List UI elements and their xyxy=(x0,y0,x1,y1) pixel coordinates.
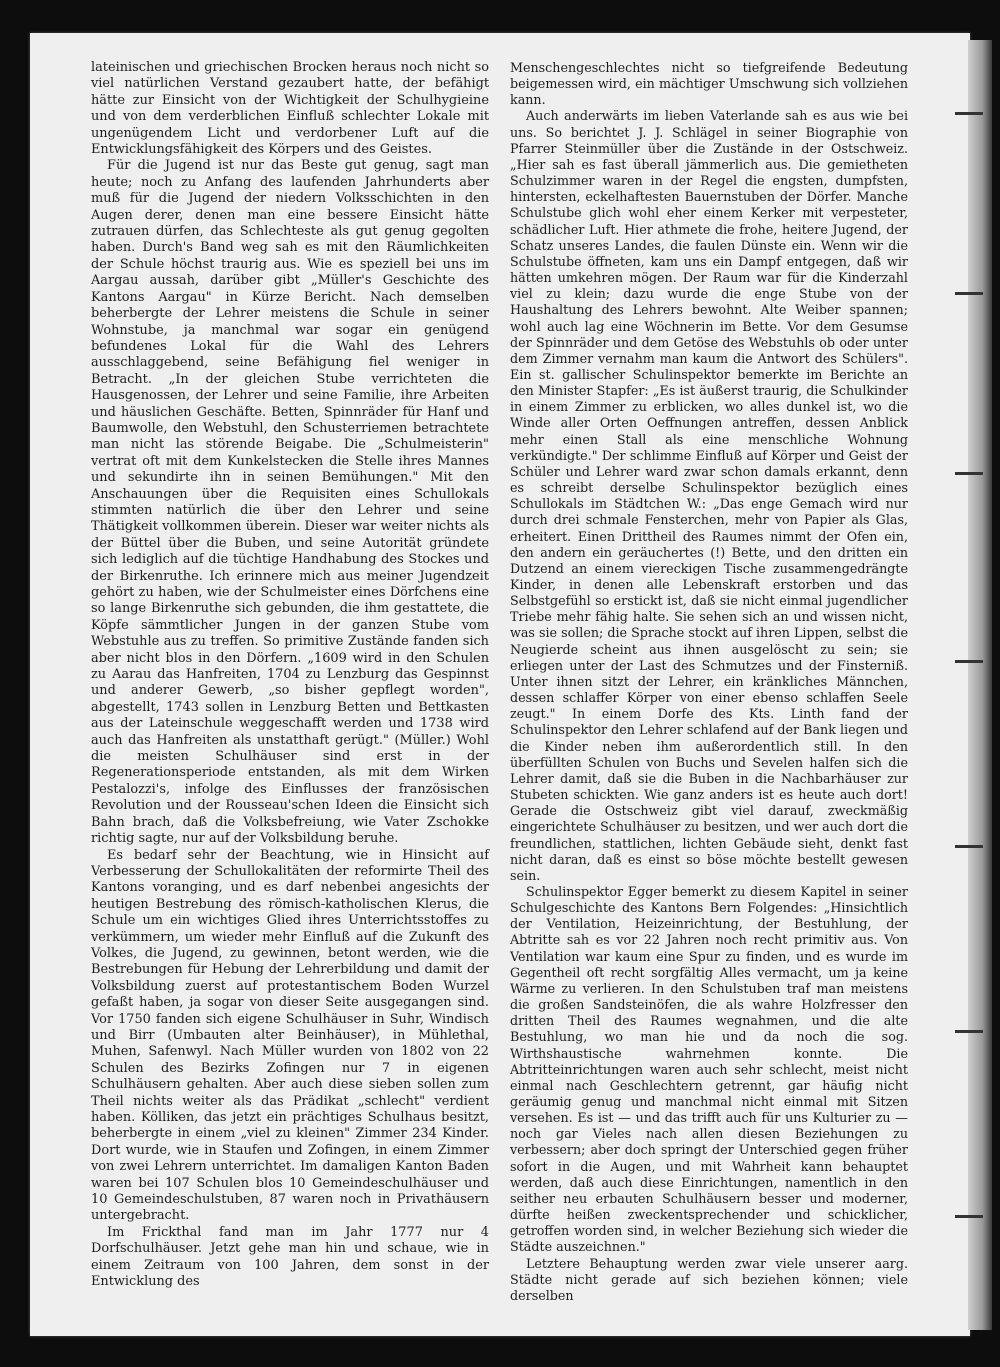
paragraph: Schulinspektor Egger bemerkt zu diesem Kapitel in seiner Schulgeschichte des Kantons Bern Folgendes: „Hinsichtlich der Ventilation, Heizeinrichtung, der Bestuhlung, der Abtritte sah es vor 22 Jahren noch recht primitiv aus. Von Ventilation war kaum eine Spur zu finden, und es wurde im Gegentheil oft recht sorgfältig Alles vermacht, um ja keine Wärme zu verlieren. In den Schulstuben traf man meistens die großen Sandsteinöfen, die als wahre Holzfresser den dritten Theil des Raumes wegnahmen, und die alte Bestuhlung, wo man hie und da noch die sog. Wirthshaustische wahrnehmen konnte. Die Abtritteinrichtungen waren auch sehr schlecht, meist nicht einmal nach Geschlechtern getrennt, gar häufig nicht geräumig genug und manchmal nicht einmal mit Sitzen versehen. Es ist — und das trifft auch für uns Kulturier zu — noch gar Vieles nach allen diesen Beziehungen zu verbessern; aber doch springt der Unterschied gegen früher sofort in die Augen, und mit Wahrheit kann behauptet werden, daß auch diese Einrichtungen, namentlich in den seither neu erbauten Schulhäusern besser und moderner, dürfte heißen zweckentsprechender und schicklicher, getroffen worden sind, in welcher Beziehung sich wieder die Städte auszeichnen." xyxy=(510,883,908,1255)
page-edge-shadow xyxy=(968,40,992,1330)
binding-mark xyxy=(955,1215,983,1218)
binding-mark xyxy=(955,660,983,663)
paragraph: Letztere Behauptung werden zwar viele unserer aarg. Städte nicht gerade auf sich beziehen können; viele derselben xyxy=(510,1255,908,1303)
paragraph: Für die Jugend ist nur das Beste gut genug, sagt man heute; noch zu Anfang des laufenden Jahrhunderts aber muß für die Jugend der niedern Volksschichten in den Augen derer, denen man eine bessere Einsicht hätte zutrauen dürfen, das Schlechteste als gut genug gegolten haben. Durch's Band weg sah es mit den Räumlichkeiten der Schule höchst traurig aus. Wie es speziell bei uns im Aargau aussah, darüber gibt „Müller's Geschichte des Kantons Aargau" in Kürze Bericht. Nach demselben beherbergte der Lehrer meistens die Schule in seiner Wohnstube, ja manchmal war sogar ein genügend befundenes Lokal für die Wahl des Lehrers ausschlaggebend, seine Befähigung fiel weniger in Betracht. „In der gleichen Stube verrichteten die Hausgenossen, der Lehrer und seine Familie, ihre Arbeiten und häuslichen Geschäfte. Betten, Spinnräder für Hanf und Baumwolle, den Webstuhl, den Schusterriemen betrachtete man nicht las störende Beigabe. Die „Schulmeisterin" vertrat oft mit dem Kunkelstecken die Stelle ihres Mannes und sekundirte ihn in seinen Bemühungen." Mit den Anschauungen über die Requisiten eines Schullokals stimmten natürlich die über den Lehrer und seine Thätigkeit vollkommen überein. Dieser war weiter nichts als der Büttel über die Buben, und seine Autorität gründete sich lediglich auf die tüchtige Handhabung des Stockes und der Birkenruthe. Ich erinnere mich aus meiner Jugendzeit gehört zu haben, wie der Schulmeister eines Dörfchens eine so lange Birkenruthe sich gebunden, die ihm gestattete, die Köpfe sämmtlicher Jungen in der ganzen Stube vom Webstuhle aus zu treffen. So primitive Zustände fanden sich aber nicht blos in den Dörfern. „1609 wird in den Schulen zu Aarau das Hanfreiten, 1704 zu Lenzburg das Gespinnst und anderer Gewerb, „so bisher gepflegt worden", abgestellt, 1743 sollen in Lenzburg Betten und Bettkasten aus der Lateinschule weggeschafft werden und 1738 wird auch das Hanfreiten als unstatthaft gerügt." (Müller.) Wohl die meisten Schulhäuser sind erst in der Regenerationsperiode entstanden, als mit dem Wirken Pestalozzi's, infolge des Einflusses der französischen Revolution und der Rousseau'schen Ideen die Einsicht sich Bahn brach, daß die Volksbefreiung, wie Vater Zschokke richtig sagte, nur auf der Volksbildung beruhe. xyxy=(91,158,489,847)
binding-mark xyxy=(955,845,983,848)
binding-mark xyxy=(955,1030,983,1033)
binding-mark xyxy=(955,472,983,475)
paragraph: Menschengeschlechtes nicht so tiefgreifende Bedeutung beigemessen wird, ein mächtiger Umschwung sich vollziehen kann. xyxy=(510,60,908,108)
left-column xyxy=(91,60,489,1290)
paragraph: Es bedarf sehr der Beachtung, wie in Hinsicht auf Verbesserung der Schullokalitäten der reformirte Theil des Kantons voranging, und es darf nebenbei angesichts der heutigen Bestrebung des römisch-katholischen Klerus, die Schule um ein wichtiges Glied ihres Unterrichtsstoffes zu verkümmern, um wieder mehr Einfluß auf die Zukunft des Volkes, die Jugend, zu gewinnen, betont werden, wie die Bestrebungen für Hebung der Lehrerbildung und damit der Volksbildung zuerst auf protestantischem Boden Wurzel gefaßt haben, ja sogar von dieser Seite ausgegangen sind. Vor 1750 fanden sich eigene Schulhäuser in Suhr, Windisch und Birr (Umbauten alter Beinhäuser), in Mühlethal, Muhen, Safenwyl. Nach Müller wurden von 1802 von 22 Schulen des Bezirks Zofingen nur 7 in eigenen Schulhäusern gehalten. Aber auch diese sieben sollen zum Theil nichts weiter als das Prädikat „schlecht" verdient haben. Kölliken, das jetzt ein prächtiges Schulhaus besitzt, beherbergte in einem „viel zu kleinen" Zimmer 234 Kinder. Dort wurde, wie in Staufen und Zofingen, in einem Zimmer von zwei Lehrern unterrichtet. Im damaligen Kanton Baden waren bei 107 Schulen blos 10 Gemeindeschulhäuser und 10 Gemeindeschulstuben, 87 waren noch in Privathäusern untergebracht. xyxy=(91,847,489,1224)
binding-mark xyxy=(955,292,983,295)
paragraph: Im Frickthal fand man im Jahr 1777 nur 4 Dorfschulhäuser. Jetzt gehe man hin und schaue, wie in einem Zeitraum von 100 Jahren, dem sonst in der Entwicklung des xyxy=(91,1224,489,1290)
binding-mark xyxy=(955,112,983,115)
right-column xyxy=(510,60,908,1304)
paragraph: Auch anderwärts im lieben Vaterlande sah es aus wie bei uns. So berichtet J. J. Schlägel in seiner Biographie von Pfarrer Steinmüller über die Zustände in der Ostschweiz. „Hier sah es fast überall jämmerlich aus. Die gemietheten Schulzimmer waren in der Regel die engsten, dumpfsten, hintersten, eckelhaftesten Bauernstuben der Dörfer. Manche Schulstube glich wohl eher einem Kerker mit verpesteter, schädlicher Luft. Hier athmete die frohe, heitere Jugend, der Schatz unseres Landes, die faulen Dünste ein. Wenn wir die Schulstube öffneten, kam uns ein Dampf entgegen, daß wir hätten umkehren mögen. Der Raum war für die Kinderzahl viel zu klein; dazu wurde die enge Stube von der Haushaltung des Lehrers bewohnt. Alte Weiber spannen; wohl auch lag eine Wöchnerin im Bette. Vor dem Gesumse der Spinnräder und dem Getöse des Webstuhls ob oder unter dem Zimmer vernahm man kaum die Antwort des Schülers". Ein st. gallischer Schulinspektor bemerkte im Berichte an den Minister Stapfer: „Es ist äußerst traurig, die Schulkinder in einem Zimmer zu erblicken, wo alles dunkel ist, wo die Winde aller Orten Oeffnungen antreffen, dessen Anblick mehr einen Stall als eine menschliche Wohnung verkündigte." Der schlimme Einfluß auf Körper und Geist der Schüler und Lehrer ward zwar schon damals erkannt, denn es schreibt derselbe Schulinspektor bezüglich eines Schullokals im Städtchen W.: „Das enge Gemach wird nur durch drei schmale Fensterchen, mehr von Papier als Glas, erheitert. Einen Drittheil des Raumes nimmt der Ofen ein, den andern ein geräuchertes (!) Bette, und den dritten ein Dutzend an einem viereckigen Tische zusammengedrängte Kinder, in denen alle Lebenskraft erstorben und das Selbstgefühl so erstickt ist, daß sie nicht einmal jugendlicher Triebe mehr fähig halte. Sie sehen sich an und wissen nicht, was sie sollen; die Sprache stockt auf ihren Lippen, selbst die Neugierde scheint aus ihnen ausgelöscht zu sein; sie erliegen unter der Last des Schmutzes und der Finsterniß. Unter ihnen sitzt der Lehrer, ein kränkliches Männchen, dessen schlaffer Körper von einer ebenso schlaffen Seele zeugt." In einem Dorfe des Kts. Linth fand der Schulinspektor den Lehrer schlafend auf der Bank liegen und die Kinder neben ihm außerordentlich still. In den überfüllten Schulen von Buchs und Sevelen halfen sich die Lehrer damit, daß sie die Buben in die Nachbarhäuser zur Stubeten schickten. Wie ganz anders ist es heute auch dort! Gerade die Ostschweiz gibt viel darauf, zweckmäßig eingerichtete Schulhäuser zu besitzen, und wer auch dort die freundlichen, stattlichen, lichten Gebäude sieht, denkt fast nicht daran, daß es einst so böse möchte bestellt gewesen sein. xyxy=(510,108,908,883)
paragraph: lateinischen und griechischen Brocken heraus noch nicht so viel natürlichen Verstand gezaubert hatte, der befähigt hätte zur Einsicht von der Wichtigkeit der Schulhygieine und von dem verderblichen Einfluß schlechter Lokale mit ungenügendem Licht und verdorbener Luft auf die Entwicklungsfähigkeit des Körpers und des Geistes. xyxy=(91,60,489,158)
